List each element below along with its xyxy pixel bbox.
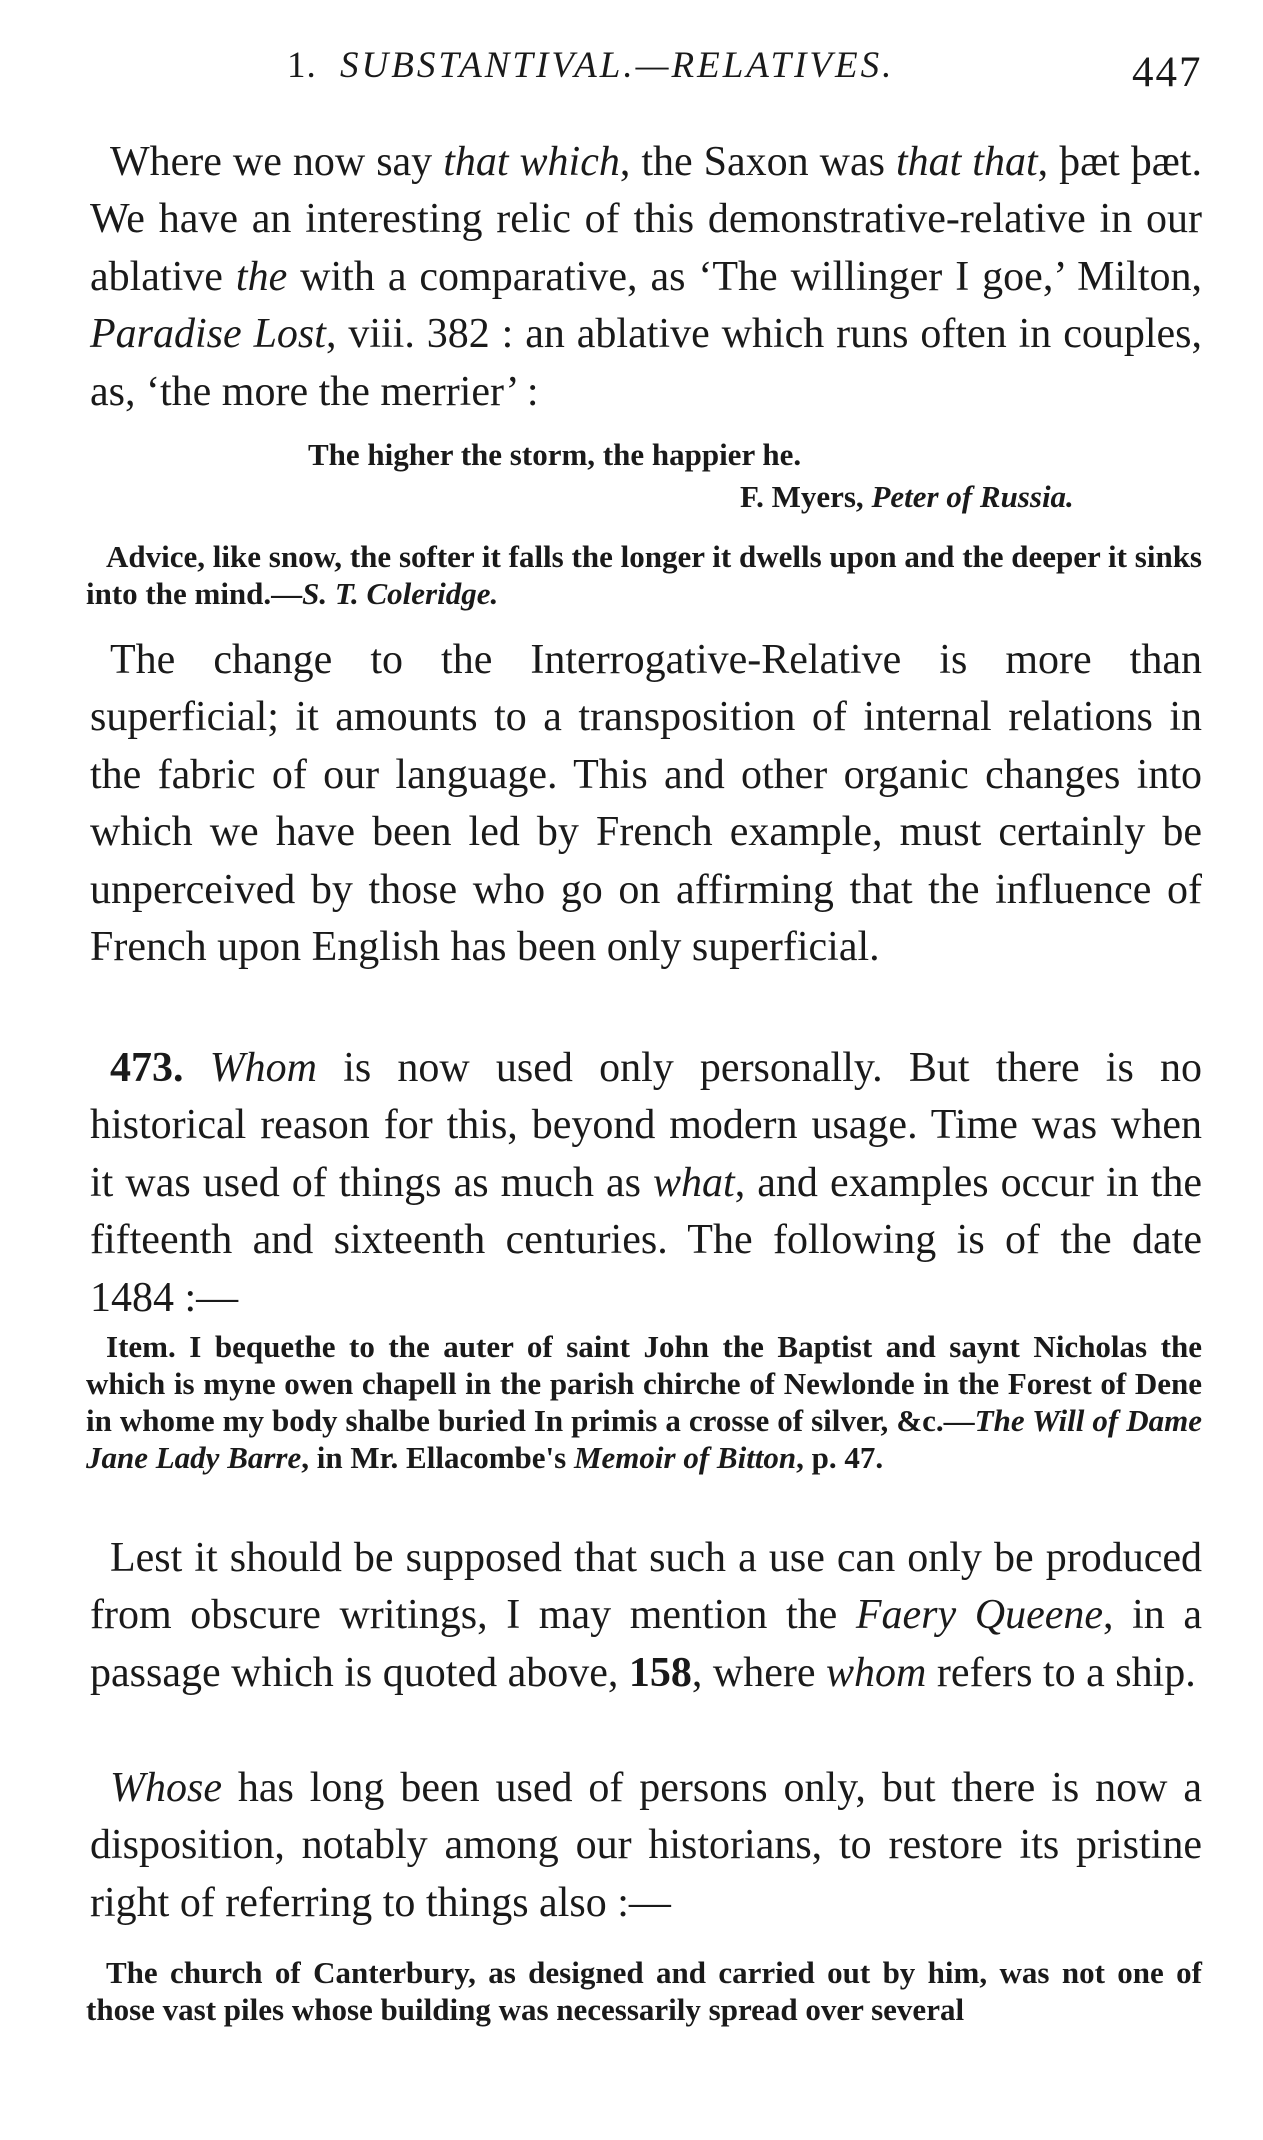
paragraph-1: Where we now say that which, the Saxon was that that, þæt þæt. We have an interesting relic of this demonstrative-relative in our ablative the with a comparative, as ‘The willinger I goe,’ Milton, Paradise Lost, viii. 382 : an ablative which runs often in couples, as, ‘the more the merrier’ : [90,139,1203,415]
page-number: 447 [1132,49,1203,96]
paragraph-4: Lest it should be supposed that such a use can only be produced from obscure writings, I may mention the Faery Queene, in a passage which is quoted above, 158, where whom refers to a ship. [90,1535,1203,1696]
paragraph-2: The change to the Interrogative-Relative is more than superficial; it amounts to a transposition of internal relations in the fabric of our language. This and other organic changes into which we have been led by French example, must certainly be unperceived by those who go on affirming that the influence of French upon English has been only superficial. [90,637,1202,971]
running-head [0,44,1263,104]
verse-attribution: F. Myers, Peter of Russia. [740,479,1074,514]
verse-line: The higher the storm, the happier he. [308,437,802,472]
section-title: SUBSTANTIVAL.—RELATIVES. [340,45,895,86]
paragraph-473: 473. Whom is now used only personally. But there is no historical reason for this, beyond modern usage. Time was when it was used of things as much as what, and examples occur in the fifteenth and sixteenth centuries. The following is of the date 1484 :— [90,1045,1203,1321]
block-quote-will: Item. I bequethe to the auter of saint John the Baptist and saynt Nicholas the which is myne owen chapell in the parish chirche of Newlonde in the Forest of Dene in whome my body shalbe buried In primis a crosse of silver, &c.—The Will of Dame Jane Lady Barre, in Mr. Ellacombe's Memoir of Bitton, p. 47. [86,1329,1202,1475]
verse-quotation [90,434,1202,518]
section-number: 1. [287,45,317,86]
block-quote-canterbury: The church of Canterbury, as designed and carried out by him, was not one of those vast piles whose building was necessarily spread over several [86,1955,1202,2027]
paragraph-5: Whose has long been used of persons only, but there is now a disposition, notably among our historians, to restore its pristine right of referring to things also :— [90,1765,1202,1926]
section-marker: 473. [110,1045,184,1091]
block-quote-coleridge: Advice, like snow, the softer it falls the longer it dwells upon and the deeper it sinks into the mind.—S. T. Coleridge. [86,539,1202,611]
